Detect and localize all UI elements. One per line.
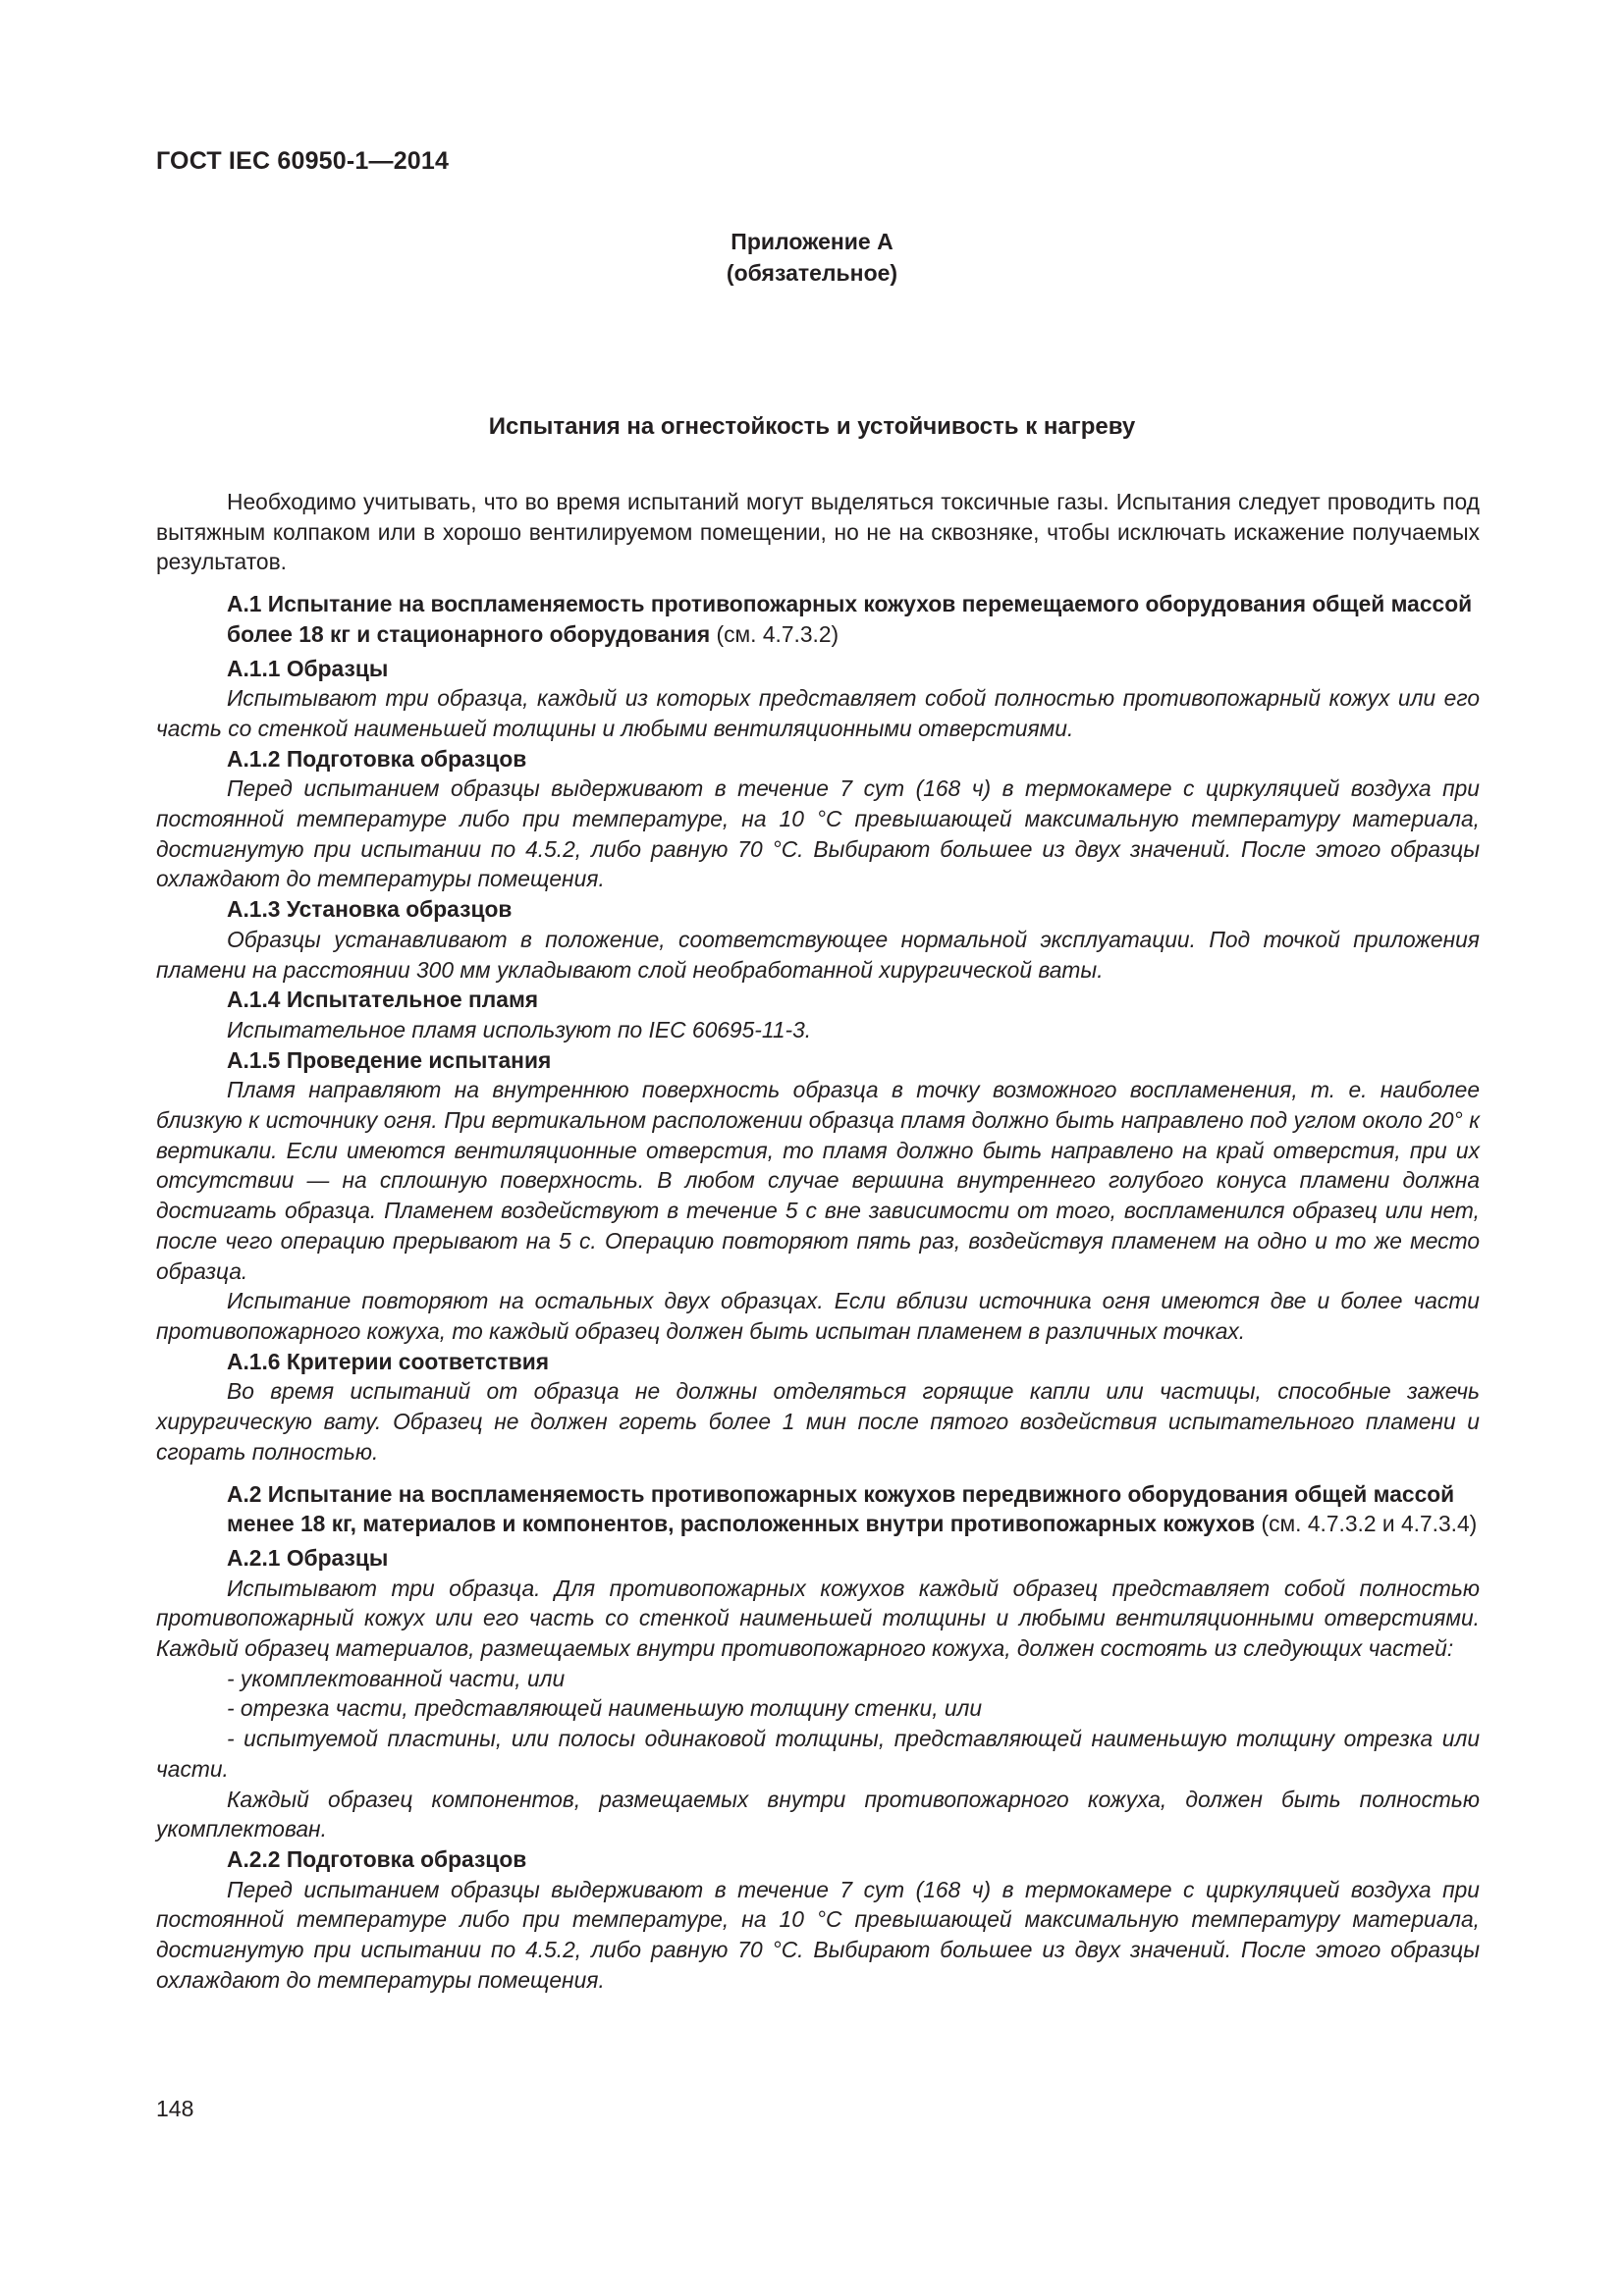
subsection-a1-4-heading: А.1.4 Испытательное пламя	[227, 987, 539, 1013]
list-item: - испытуемой пластины, или полосы одинаковой толщины, представляющей наименьшую толщину отрезка или части.	[156, 1726, 1480, 1782]
subsection-a2-1-heading: А.2.1 Образцы	[227, 1544, 389, 1571]
section-a2-title: А.2 Испытание на воспламеняемость противопожарных кожухов передвижного оборудования общей массой менее 18 кг, материалов и компонентов, расположенных внутри противопожарных кожухов	[227, 1480, 1455, 1537]
subsection-a1-2-text: Перед испытанием образцы выдерживают в течение 7 сут (168 ч) в термокамере с циркуляцией воздуха при постоянной температуре либо при температуре, на 10 °С превышающей максимальную температуру материала, достигнутую при испытании по 4.5.2, либо равную 70 °С. Выбирают большее из двух значений. После этого образцы охлаждают до температуры помещения.	[156, 775, 1480, 892]
subsection-a1-6-heading: А.1.6 Критерии соответствия	[227, 1348, 550, 1374]
subsection-a1-3-text: Образцы устанавливают в положение, соответствующее нормальной эксплуатации. Под точкой приложения пламени на расстоянии 300 мм укладывают слой необработанной хирургической ваты.	[156, 926, 1480, 983]
annex-caption	[0, 226, 1624, 289]
subsection-a2-1-text-2: Каждый образец компонентов, размещаемых внутри противопожарного кожуха, должен быть полностью укомплектован.	[156, 1786, 1480, 1842]
list-item: - отрезка части, представляющей наименьшую толщину стенки, или	[227, 1695, 983, 1722]
subsection-a2-2-text: Перед испытанием образцы выдерживают в течение 7 сут (168 ч) в термокамере с циркуляцией воздуха при постоянной температуре либо при температуре, на 10 °С превышающей максимальную температуру материала, достигнутую при испытании по 4.5.2, либо равную 70 °С. Выбирают большее из двух значений. После этого образцы охлаждают до температуры помещения.	[156, 1876, 1480, 1993]
annex-name: Приложение А	[731, 229, 893, 254]
subsection-a1-3-heading: А.1.3 Установка образцов	[227, 896, 513, 923]
subsection-a2-1-text: Испытывают три образца. Для противопожарных кожухов каждый образец представляет собой полностью противопожарный кожух или его часть со стенкой наименьшей толщины и любыми вентиляционными отверстиями. Каждый образец материалов, размещаемых внутри противопожарного кожуха, должен состоять из следующих частей:	[156, 1575, 1480, 1662]
annex-status: (обязательное)	[726, 260, 898, 286]
page-number: 148	[156, 2096, 194, 2121]
subsection-a1-1-heading: А.1.1 Образцы	[227, 655, 389, 681]
document-body	[156, 487, 1480, 1995]
subsection-a1-5-heading: А.1.5 Проведение испытания	[227, 1046, 552, 1073]
annex-title: Испытания на огнестойкость и устойчивость к нагреву	[488, 413, 1136, 440]
section-a2-ref: (см. 4.7.3.2 и 4.7.3.4)	[1261, 1511, 1478, 1537]
list-item: - укомплектованной части, или	[227, 1665, 566, 1691]
subsection-a1-6-text: Во время испытаний от образца не должны отделяться горящие капли или частицы, способные зажечь хирургическую вату. Образец не должен гореть более 1 мин после пятого воздействия испытательного пламени и сгорать полностью.	[156, 1378, 1480, 1465]
subsection-a1-5-text-2: Испытание повторяют на остальных двух образцах. Если вблизи источника огня имеются две и более части противопожарного кожуха, то каждый образец должен быть испытан пламенем в различных точках.	[156, 1288, 1480, 1344]
subsection-a1-2-heading: А.1.2 Подготовка образцов	[227, 745, 527, 772]
subsection-a1-1-text: Испытывают три образца, каждый из которых представляет собой полностью противопожарный кожух или его часть со стенкой наименьшей толщины и любыми вентиляционными отверстиями.	[156, 685, 1480, 741]
intro-paragraph: Необходимо учитывать, что во время испытаний могут выделяться токсичные газы. Испытания следует проводить под вытяжным колпаком или в хорошо вентилируемом помещении, но не на сквозняке, чтобы исключать искажение получаемых результатов.	[156, 489, 1480, 575]
subsection-a1-5-text: Пламя направляют на внутреннюю поверхность образца в точку возможного воспламенения, т. е. наиболее близкую к источнику огня. При вертикальном расположении образца пламя должно быть направлено под углом около 20° к вертикали. Если имеются вентиляционные отверстия, то пламя должно быть направлено на край отверстия, при их отсутствии — на сплошную поверхность. В любом случае вершина внутреннего голубого конуса пламени должна достигать образца. Пламенем воздействуют в течение 5 с вне зависимости от того, воспламенился образец или нет, после чего операцию прерывают на 5 с. Операцию повторяют пять раз, воздействуя пламенем на одно и то же место образца.	[156, 1077, 1480, 1284]
section-a2-heading	[156, 1479, 1480, 1539]
subsection-a2-2-heading: А.2.2 Подготовка образцов	[227, 1845, 527, 1872]
subsection-a1-4-text: Испытательное пламя используют по IEC 60695-11-3.	[227, 1016, 812, 1042]
document-code: ГОСТ IEC 60950-1—2014	[156, 147, 450, 175]
section-a1-heading	[156, 589, 1480, 649]
section-a1-title: А.1 Испытание на воспламеняемость противопожарных кожухов перемещаемого оборудования общей массой более 18 кг и стационарного оборудования	[227, 591, 1473, 647]
section-a1-ref: (см. 4.7.3.2)	[716, 620, 839, 647]
